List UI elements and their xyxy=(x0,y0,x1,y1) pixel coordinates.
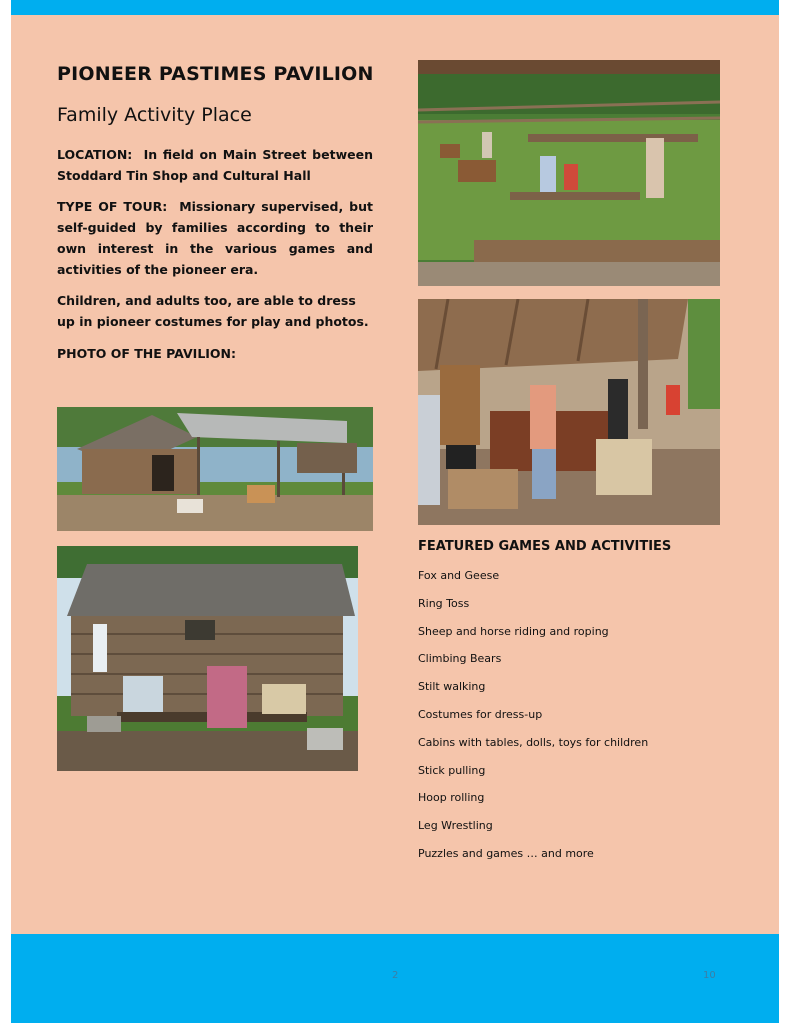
location-label: LOCATION: xyxy=(57,147,133,162)
location-text: In field on Main Street between Stoddard Tin Shop and Cultural Hall xyxy=(57,147,373,183)
list-item: Puzzles and games … and more xyxy=(418,846,594,860)
pavilion-visitors-photo xyxy=(418,299,720,525)
list-item: Hoop rolling xyxy=(418,791,485,805)
list-item: Fox and Geese xyxy=(418,569,500,582)
tour-type-label: TYPE OF TOUR: xyxy=(57,199,168,214)
cabin-costumes-photo xyxy=(57,546,358,771)
list-item: Ring Toss xyxy=(418,596,470,610)
activities-list xyxy=(418,569,648,875)
tour-type-paragraph xyxy=(57,196,373,280)
photo-label: PHOTO OF THE PAVILION: xyxy=(57,346,237,361)
list-item: Stick pulling xyxy=(418,763,486,777)
list-item: Costumes for dress-up xyxy=(418,707,543,721)
top-accent-bar xyxy=(11,0,779,15)
list-item: Cabins with tables, dolls, toys for children xyxy=(418,735,649,749)
footer-bar xyxy=(11,934,779,1023)
page-title: PIONEER PASTIMES PAVILION xyxy=(57,63,374,85)
page-subtitle: Family Activity Place xyxy=(57,104,252,126)
list-item: Leg Wrestling xyxy=(418,819,493,833)
featured-heading: FEATURED GAMES AND ACTIVITIES xyxy=(418,539,672,554)
list-item: Sheep and horse riding and roping xyxy=(418,624,609,638)
location-paragraph xyxy=(57,144,373,186)
list-item: Stilt walking xyxy=(418,680,486,694)
page-number-left: 2 xyxy=(392,970,399,981)
field-activities-photo xyxy=(418,60,720,286)
list-item: Climbing Bears xyxy=(418,652,502,666)
pavilion-photo xyxy=(57,407,373,531)
dress-up-paragraph: Children, and adults too, are able to dress up in pioneer costumes for play and photos. xyxy=(57,293,369,329)
page-number-right: 10 xyxy=(703,970,716,981)
tour-type-text: Missionary supervised, but self-guided by families according to their own interest in the various games and activities of the pioneer era. xyxy=(57,199,374,277)
